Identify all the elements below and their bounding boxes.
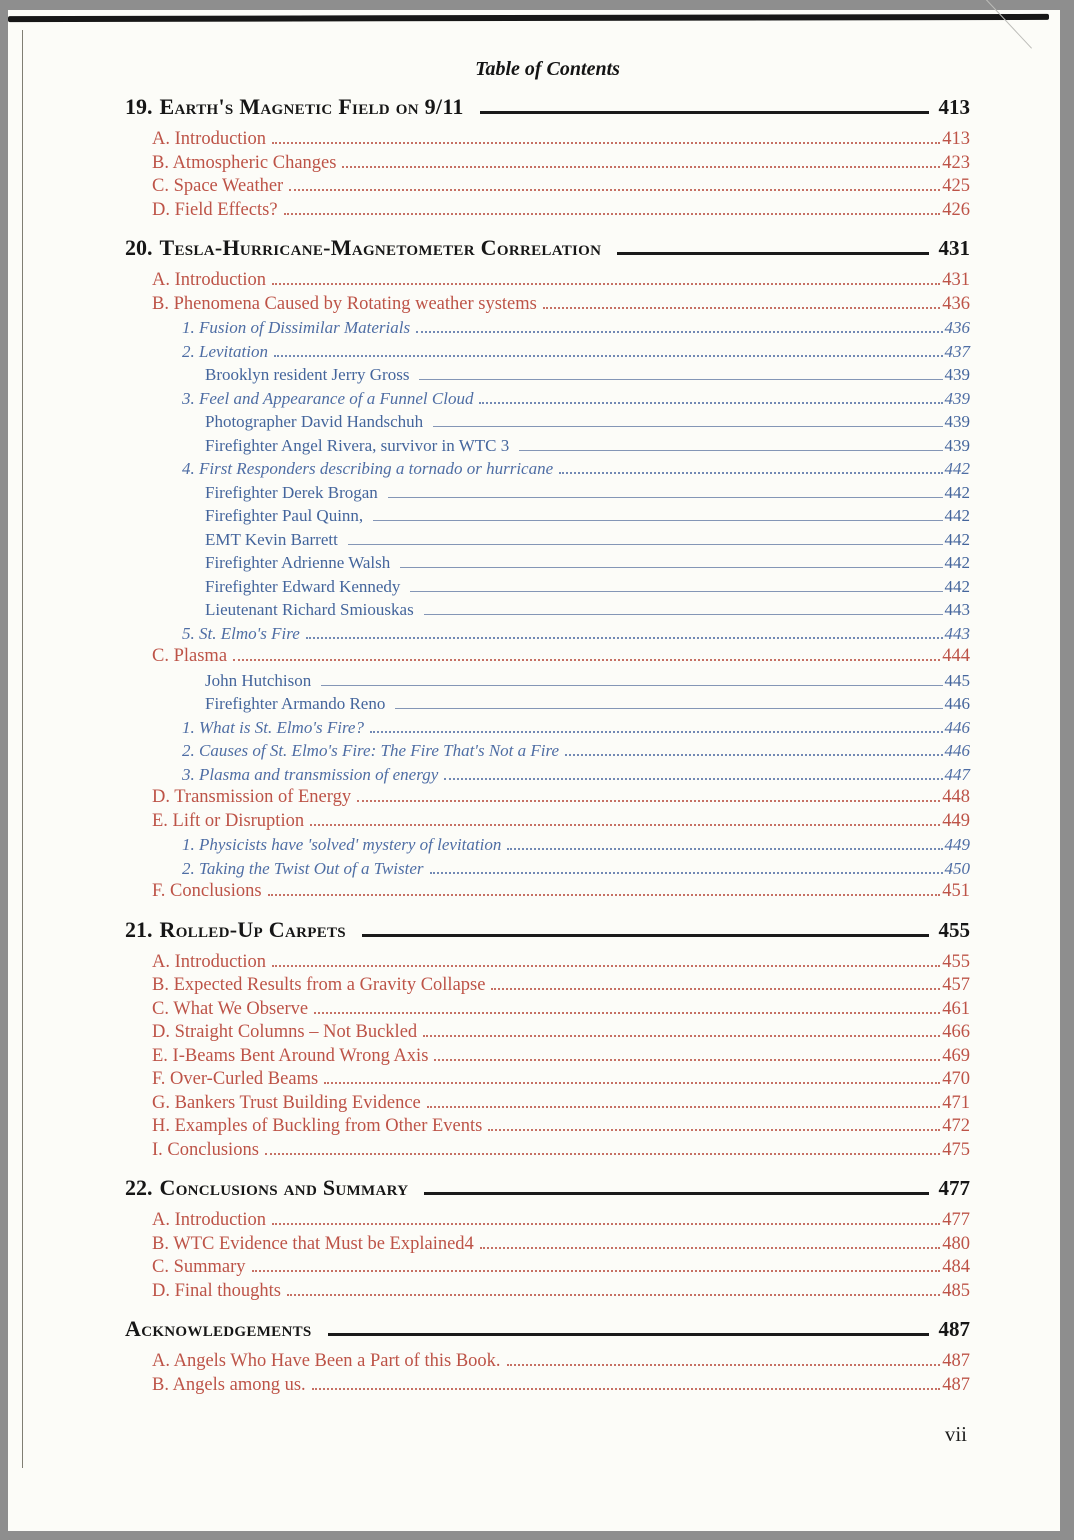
toc-entry xyxy=(125,857,970,881)
chapter-title: Acknowledgements xyxy=(125,1316,312,1341)
entry-title: John Hutchison xyxy=(205,670,312,690)
entry-page-number: 445 xyxy=(944,670,970,690)
dotted-leader xyxy=(324,1082,940,1084)
entry-page-number: 471 xyxy=(942,1092,970,1113)
chapter-title: Conclusions and Summary xyxy=(159,1175,409,1200)
entry-title: D. Field Effects? xyxy=(152,199,278,220)
entry-title: 1. Fusion of Dissimilar Materials xyxy=(182,318,411,337)
entry-page-number: 485 xyxy=(942,1280,970,1301)
toc-section xyxy=(125,1315,970,1397)
toc-entry xyxy=(125,739,970,763)
dotted-leader xyxy=(310,824,940,826)
toc-entry xyxy=(125,1139,970,1163)
entry-page-number: 469 xyxy=(942,1045,970,1066)
underline-leader xyxy=(433,426,942,427)
entry-page-number: 487 xyxy=(942,1374,970,1395)
underline-leader xyxy=(410,591,942,592)
dotted-leader xyxy=(507,848,942,850)
entry-page-number: 449 xyxy=(942,810,970,831)
entry-page-number: 439 xyxy=(944,388,970,408)
toc-entry xyxy=(125,481,970,505)
toc-entry xyxy=(125,1209,970,1233)
chapter-heading xyxy=(125,1315,970,1343)
entry-title: C. Summary xyxy=(152,1257,246,1277)
toc-entry xyxy=(125,833,970,857)
entry-title: A. Introduction xyxy=(152,129,267,149)
toc-entry xyxy=(125,528,970,552)
entry-title: 3. Feel and Appearance of a Funnel Cloud xyxy=(182,388,474,408)
entry-page-number: 446 xyxy=(944,741,970,760)
toc-entry xyxy=(125,1045,970,1069)
dotted-leader xyxy=(416,331,942,333)
chapter-number: 21. xyxy=(125,916,153,942)
entry-title: C. Space Weather xyxy=(152,176,284,196)
underline-leader xyxy=(519,450,942,451)
dotted-leader xyxy=(272,142,940,144)
dotted-leader xyxy=(312,1388,941,1390)
toc-section xyxy=(125,916,970,1163)
heading-rule xyxy=(328,1333,929,1336)
toc-entry xyxy=(125,1233,970,1257)
dotted-leader xyxy=(314,1012,940,1014)
entry-title: B. WTC Evidence that Must be Explained4 xyxy=(152,1233,474,1254)
entry-title: B. Angels among us. xyxy=(152,1374,306,1395)
toc-section xyxy=(125,234,970,904)
heading-rule xyxy=(362,934,929,937)
entry-page-number: 439 xyxy=(944,365,970,384)
dotted-leader xyxy=(543,307,940,309)
entry-title: E. Lift or Disruption xyxy=(152,810,305,831)
dotted-leader xyxy=(488,1129,940,1131)
toc-entry xyxy=(125,645,970,669)
entry-page-number: 477 xyxy=(942,1210,970,1230)
chapter-heading xyxy=(125,93,970,121)
entry-page-number: 425 xyxy=(942,176,970,196)
page-left-edge-line xyxy=(22,30,23,1468)
chapter-page-number: 455 xyxy=(938,917,970,942)
chapter-heading xyxy=(125,234,970,262)
dotted-leader xyxy=(265,1153,940,1155)
underline-leader xyxy=(373,520,942,521)
toc-entry xyxy=(125,763,970,787)
toc-entry xyxy=(125,598,970,622)
entry-title: B. Expected Results from a Gravity Collapse xyxy=(152,975,486,995)
entry-page-number: 451 xyxy=(942,881,970,901)
underline-leader xyxy=(419,379,942,380)
toc-entry xyxy=(125,1256,970,1280)
entry-page-number: 443 xyxy=(944,600,970,619)
entry-title: 1. What is St. Elmo's Fire? xyxy=(182,717,364,737)
entry-title: Firefighter Angel Rivera, survivor in WTC 3 xyxy=(205,435,510,455)
toc-entry xyxy=(125,340,970,364)
page-title: Table of Contents xyxy=(475,58,620,80)
toc-entry xyxy=(125,998,970,1022)
chapter-page-number: 487 xyxy=(938,1317,970,1341)
dotted-leader xyxy=(491,988,940,990)
toc-sections xyxy=(125,93,970,1397)
toc-entry xyxy=(125,504,970,528)
toc-section xyxy=(125,93,970,222)
entry-page-number: 443 xyxy=(944,623,970,643)
toc-entry xyxy=(125,1092,970,1116)
dotted-leader xyxy=(430,872,943,874)
toc-entry xyxy=(125,363,970,387)
entry-page-number: 475 xyxy=(942,1139,970,1160)
toc-entry xyxy=(125,1280,970,1304)
entry-title: C. What We Observe xyxy=(152,998,309,1019)
entry-title: F. Conclusions xyxy=(152,881,262,901)
entry-page-number: 436 xyxy=(944,318,970,337)
toc-entry xyxy=(125,880,970,904)
toc-entry xyxy=(125,434,970,458)
underline-leader xyxy=(348,544,943,545)
toc-entry xyxy=(125,1021,970,1045)
entry-title: D. Straight Columns – Not Buckled xyxy=(152,1022,418,1042)
entry-title: Firefighter Armando Reno xyxy=(205,694,386,713)
toc-entry xyxy=(125,669,970,693)
entry-page-number: 426 xyxy=(942,199,970,220)
chapter-heading xyxy=(125,1174,970,1202)
chapter-title: Rolled-Up Carpets xyxy=(159,916,346,942)
entry-page-number: 470 xyxy=(942,1069,970,1089)
toc-entry xyxy=(125,810,970,834)
page-number-folio: vii xyxy=(944,1422,967,1446)
toc-entry xyxy=(125,1115,970,1139)
underline-leader xyxy=(400,567,942,568)
entry-page-number: 480 xyxy=(942,1233,970,1254)
entry-page-number: 442 xyxy=(944,459,970,478)
entry-page-number: 484 xyxy=(942,1257,970,1277)
chapter-page-number: 431 xyxy=(938,236,970,260)
entry-title: Firefighter Adrienne Walsh xyxy=(205,553,391,572)
underline-leader xyxy=(321,685,942,686)
dotted-leader xyxy=(268,894,941,896)
dotted-leader xyxy=(370,731,943,733)
dotted-leader xyxy=(272,283,940,285)
underline-leader xyxy=(395,708,942,709)
entry-title: Firefighter Edward Kennedy xyxy=(205,576,401,596)
dotted-leader xyxy=(427,1106,940,1108)
toc-entry xyxy=(125,716,970,740)
entry-page-number: 446 xyxy=(944,717,970,737)
toc-entry xyxy=(125,269,970,293)
entry-page-number: 431 xyxy=(942,270,970,290)
entry-title: Brooklyn resident Jerry Gross xyxy=(205,365,410,384)
entry-page-number: 450 xyxy=(944,858,970,878)
toc-entry xyxy=(125,974,970,998)
dotted-leader xyxy=(444,778,942,780)
dotted-leader xyxy=(274,355,943,357)
entry-title: 3. Plasma and transmission of energy xyxy=(182,764,439,784)
heading-rule xyxy=(617,252,928,255)
toc-entry xyxy=(125,551,970,575)
toc-entry xyxy=(125,316,970,340)
entry-page-number: 472 xyxy=(942,1116,970,1136)
chapter-heading xyxy=(125,916,970,944)
toc-content xyxy=(125,10,970,1397)
chapter-title: Earth's Magnetic Field on 9/11 xyxy=(159,94,464,119)
entry-title: A. Introduction xyxy=(152,1210,267,1230)
dotted-leader xyxy=(272,965,940,967)
entry-title: Photographer David Handschuh xyxy=(205,412,424,431)
toc-entry xyxy=(125,152,970,176)
toc-entry xyxy=(125,410,970,434)
toc-entry xyxy=(125,293,970,317)
dotted-leader xyxy=(252,1270,941,1272)
toc-entry xyxy=(125,951,970,975)
heading-rule xyxy=(480,111,929,114)
entry-page-number: 449 xyxy=(944,835,970,854)
dotted-leader xyxy=(342,166,940,168)
entry-page-number: 448 xyxy=(942,787,970,807)
dotted-leader xyxy=(357,800,940,802)
toc-entry xyxy=(125,387,970,411)
dotted-leader xyxy=(434,1059,940,1061)
entry-page-number: 444 xyxy=(942,646,970,666)
entry-title: Lieutenant Richard Smiouskas xyxy=(205,600,414,619)
chapter-page-number: 413 xyxy=(938,95,970,119)
underline-leader xyxy=(388,497,943,498)
entry-title: 2. Levitation xyxy=(182,341,268,361)
chapter-title: Tesla-Hurricane-Magnetometer Correlation xyxy=(159,235,602,260)
toc-entry xyxy=(125,175,970,199)
heading-rule xyxy=(424,1192,928,1195)
entry-title: 2. Taking the Twist Out of a Twister xyxy=(182,858,424,878)
entry-page-number: 487 xyxy=(942,1351,970,1371)
book-page xyxy=(8,10,1060,1531)
entry-page-number: 442 xyxy=(944,553,970,572)
entry-page-number: 439 xyxy=(944,412,970,431)
entry-page-number: 442 xyxy=(944,482,970,502)
chapter-number: 22. xyxy=(125,1175,153,1200)
entry-page-number: 439 xyxy=(944,435,970,455)
underline-leader xyxy=(424,614,943,615)
entry-page-number: 455 xyxy=(942,951,970,972)
dotted-leader xyxy=(559,472,942,474)
toc-entry xyxy=(125,128,970,152)
entry-page-number: 437 xyxy=(944,341,970,361)
entry-title: B. Atmospheric Changes xyxy=(152,152,337,173)
entry-page-number: 446 xyxy=(944,694,970,713)
dotted-leader xyxy=(565,754,942,756)
toc-entry xyxy=(125,1374,970,1398)
dotted-leader xyxy=(272,1223,940,1225)
entry-title: I. Conclusions xyxy=(152,1139,259,1160)
toc-entry xyxy=(125,457,970,481)
entry-page-number: 442 xyxy=(944,506,970,525)
entry-page-number: 442 xyxy=(944,576,970,596)
toc-entry xyxy=(125,622,970,646)
toc-entry xyxy=(125,1068,970,1092)
entry-page-number: 436 xyxy=(942,293,970,314)
chapter-page-number: 477 xyxy=(938,1176,970,1200)
dotted-leader xyxy=(233,659,940,661)
dotted-leader xyxy=(306,637,943,639)
chapter-number: 20. xyxy=(125,235,153,260)
entry-page-number: 461 xyxy=(942,998,970,1019)
dotted-leader xyxy=(289,189,940,191)
entry-title: 5. St. Elmo's Fire xyxy=(182,623,300,643)
entry-page-number: 442 xyxy=(944,529,970,549)
entry-title: B. Phenomena Caused by Rotating weather systems xyxy=(152,293,537,314)
entry-title: 1. Physicists have 'solved' mystery of levitation xyxy=(182,835,502,854)
toc-section xyxy=(125,1174,970,1303)
dotted-leader xyxy=(284,213,941,215)
entry-page-number: 457 xyxy=(942,975,970,995)
entry-page-number: 447 xyxy=(944,764,970,784)
entry-title: F. Over-Curled Beams xyxy=(152,1069,319,1089)
corner-crease-mark xyxy=(979,0,1032,49)
entry-title: 2. Causes of St. Elmo's Fire: The Fire That's Not a Fire xyxy=(182,741,560,760)
entry-title: H. Examples of Buckling from Other Events xyxy=(152,1116,483,1136)
toc-entry xyxy=(125,575,970,599)
entry-title: G. Bankers Trust Building Evidence xyxy=(152,1092,421,1113)
entry-title: D. Transmission of Energy xyxy=(152,787,352,807)
entry-title: 4. First Responders describing a tornado or hurricane xyxy=(182,459,554,478)
entry-page-number: 413 xyxy=(942,129,970,149)
dotted-leader xyxy=(507,1364,941,1366)
entry-title: A. Angels Who Have Been a Part of this Book. xyxy=(152,1351,501,1371)
toc-entry xyxy=(125,786,970,810)
entry-title: A. Introduction xyxy=(152,951,267,972)
dotted-leader xyxy=(480,1247,940,1249)
entry-title: A. Introduction xyxy=(152,270,267,290)
toc-entry xyxy=(125,692,970,716)
dotted-leader xyxy=(423,1035,940,1037)
entry-title: C. Plasma xyxy=(152,646,228,666)
dotted-leader xyxy=(479,402,942,404)
dotted-leader xyxy=(287,1294,940,1296)
entry-title: Firefighter Paul Quinn, xyxy=(205,506,364,525)
entry-title: EMT Kevin Barrett xyxy=(205,529,338,549)
toc-entry xyxy=(125,1350,970,1374)
entry-page-number: 466 xyxy=(942,1022,970,1042)
entry-title: E. I-Beams Bent Around Wrong Axis xyxy=(152,1045,429,1066)
toc-entry xyxy=(125,199,970,223)
entry-title: Firefighter Derek Brogan xyxy=(205,482,378,502)
entry-page-number: 423 xyxy=(942,152,970,173)
chapter-number: 19. xyxy=(125,94,153,119)
entry-title: D. Final thoughts xyxy=(152,1280,281,1301)
